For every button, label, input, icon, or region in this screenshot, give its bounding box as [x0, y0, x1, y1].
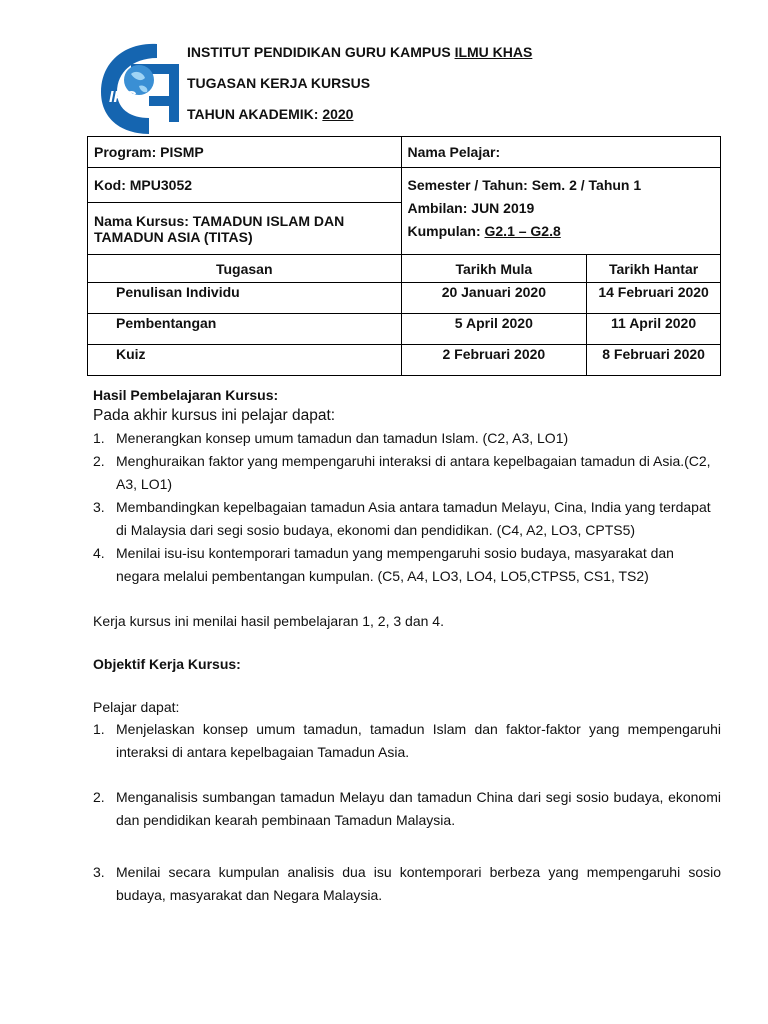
task-end: 14 Februari 2020	[587, 283, 721, 314]
list-item: 2. Menghuraikan faktor yang mempengaruhi interaksi di antara kepelbagaian tamadun di Asia.(C2, A3, LO1)	[93, 453, 711, 492]
semester-text: Semester / Tahun: Sem. 2 / Tahun 1	[407, 177, 642, 193]
task-name: Kuiz	[88, 345, 402, 376]
table-row	[88, 345, 721, 376]
outcomes-note: Kerja kursus ini menilai hasil pembelajaran 1, 2, 3 dan 4.	[93, 613, 444, 629]
list-item: 2. Menganalisis sumbangan tamadun Melayu dan tamadun China dari segi sosio budaya, ekonomi dan pendidikan kearah pembinaan Tamadun Malaysia.	[93, 789, 721, 828]
list-item: 3. Membandingkan kepelbagaian tamadun Asia antara tamadun Melayu, Cina, India yang terdapat di Malaysia dari segi sosio budaya, ekonomi dan pendidikan. (C4, A2, LO3, CPTS5)	[93, 499, 711, 538]
header-tarikh-mula: Tarikh Mula	[401, 255, 587, 283]
table-row	[88, 314, 721, 345]
list-item: 4. Menilai isu-isu kontemporari tamadun yang mempengaruhi sosio budaya, masyarakat dan negara melalui pembentangan kumpulan. (C5, A4, LO3, LO4, LO5,CTPS5, CS1, TS2)	[93, 545, 674, 584]
header-tarikh-hantar: Tarikh Hantar	[587, 255, 721, 283]
outcomes-lead: Pada akhir kursus ini pelajar dapat:	[93, 407, 336, 424]
list-item: 1. Menerangkan konsep umum tamadun dan tamadun Islam. (C2, A3, LO1)	[93, 430, 569, 446]
task-start: 2 Februari 2020	[401, 345, 587, 376]
task-start: 20 Januari 2020	[401, 283, 587, 314]
list-item: 3. Menilai secara kumpulan analisis dua isu kontemporari berbeza yang mempengaruhi sosio budaya, masyarakat dan Negara Malaysia.	[93, 864, 721, 903]
student-name-cell: Nama Pelajar:	[401, 137, 721, 168]
task-name: Penulisan Individu	[88, 283, 402, 314]
group-text: Kumpulan: G2.1 – G2.8	[407, 223, 561, 239]
task-start: 5 April 2020	[401, 314, 587, 345]
task-name: Pembentangan	[88, 314, 402, 345]
list-item: 1. Menjelaskan konsep umum tamadun, tamadun Islam dan faktor-faktor yang mempengaruhi interaksi di antara kepelbagaian Tamadun Asia.	[93, 721, 721, 760]
course-name-cell: Nama Kursus: TAMADUN ISLAM DAN TAMADUN ASIA (TITAS)	[88, 203, 402, 255]
objectives-heading: Objektif Kerja Kursus:	[93, 656, 241, 672]
task-end: 8 Februari 2020	[587, 345, 721, 376]
outcomes-heading: Hasil Pembelajaran Kursus:	[93, 387, 279, 403]
program-cell: Program: PISMP	[88, 137, 402, 168]
intake-text: Ambilan: JUN 2019	[407, 200, 535, 216]
task-end: 11 April 2020	[587, 314, 721, 345]
academic-year: TAHUN AKADEMIK: 2020	[187, 106, 354, 122]
document-body	[93, 387, 721, 907]
objectives-lead: Pelajar dapat:	[93, 699, 180, 715]
task-schedule-table	[87, 254, 721, 376]
semester-cell	[401, 168, 721, 255]
institute-name: INSTITUT PENDIDIKAN GURU KAMPUS ILMU KHAS	[187, 44, 533, 60]
outcomes-list	[93, 427, 721, 588]
document-header	[187, 42, 532, 135]
logo-text: IPG	[109, 89, 137, 106]
header-tugasan: Tugasan	[88, 255, 402, 283]
objectives-list	[93, 718, 721, 907]
table-row	[88, 283, 721, 314]
course-info-table	[87, 136, 721, 255]
ipg-logo	[95, 40, 185, 136]
document-title: TUGASAN KERJA KURSUS	[187, 75, 371, 91]
course-code-cell: Kod: MPU3052	[88, 168, 402, 203]
